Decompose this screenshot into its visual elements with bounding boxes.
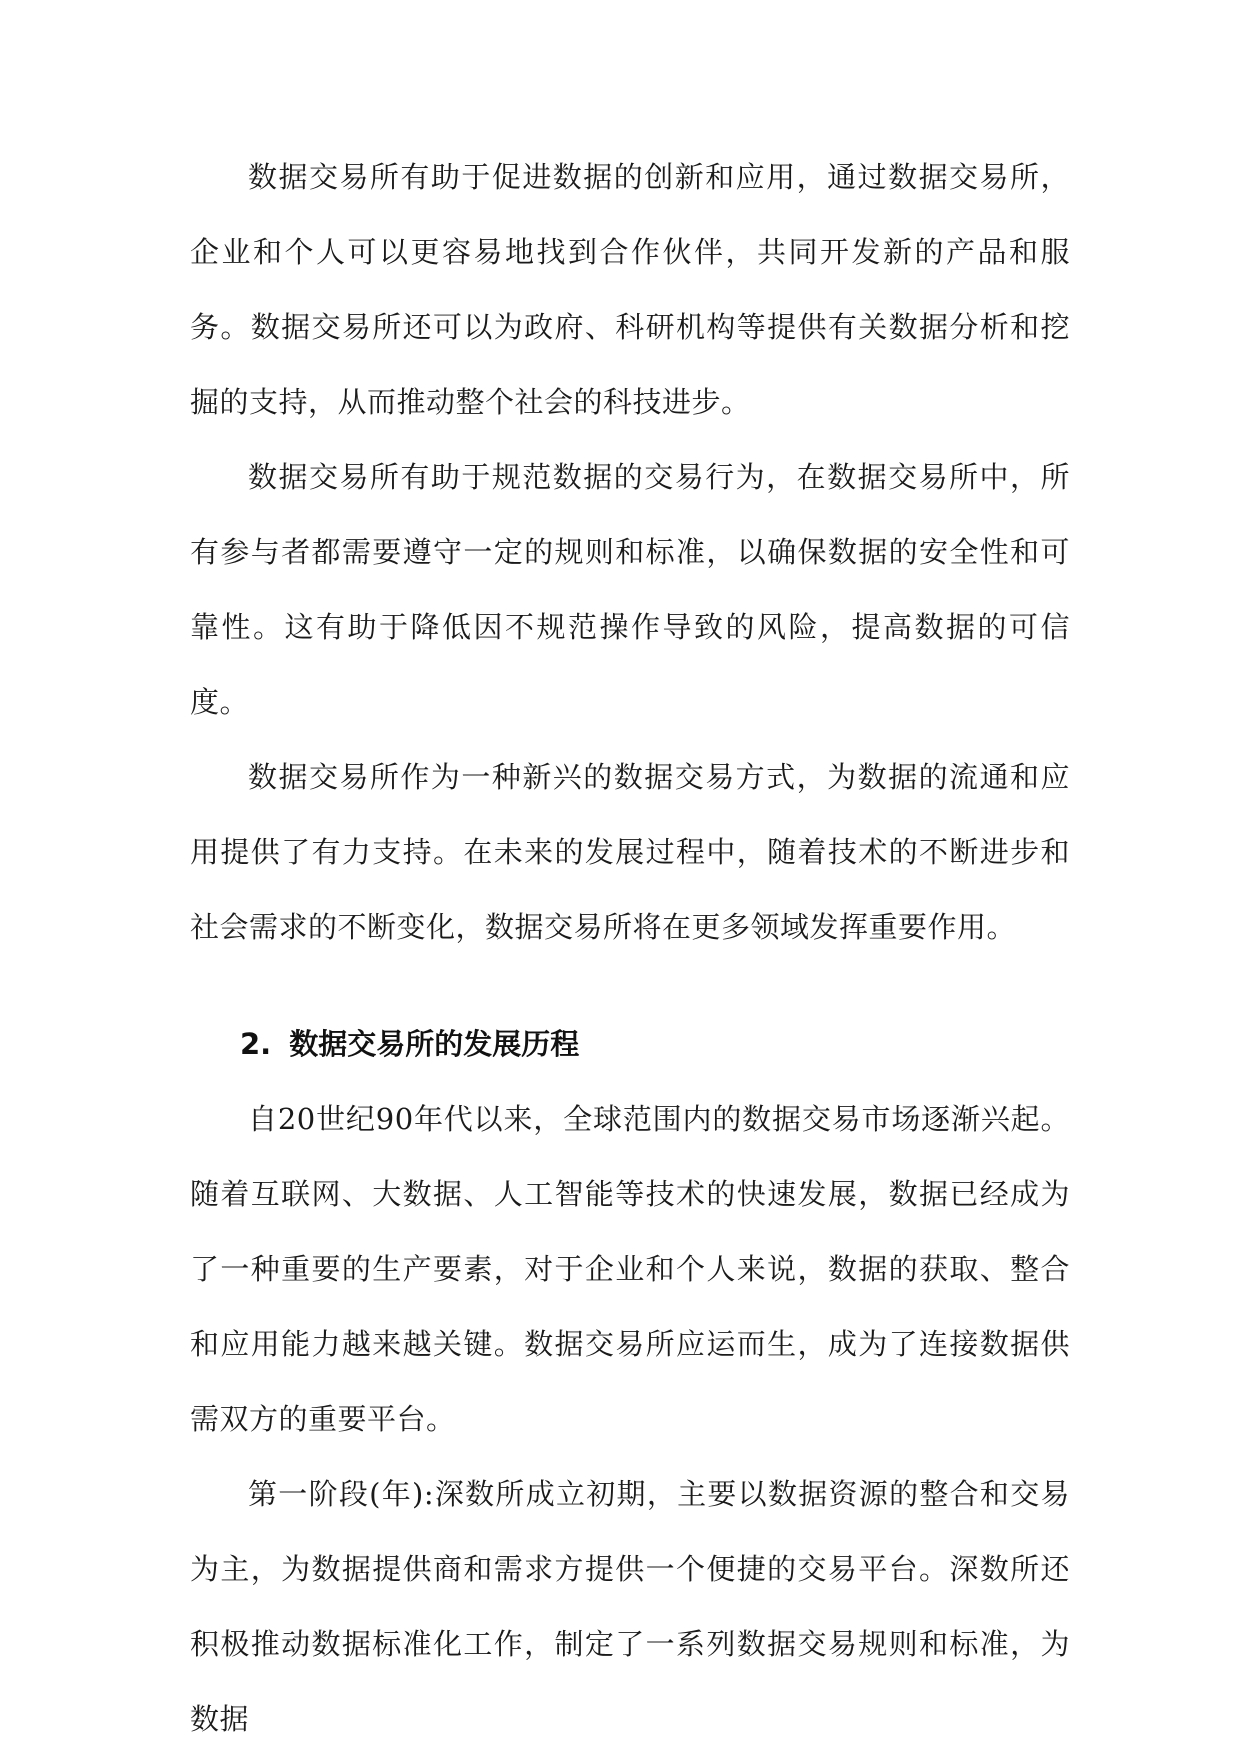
paragraph-phase-one: 第一阶段(年):深数所成立初期，主要以数据资源的整合和交易为主，为数据提供商和需求方提供一个便捷的交易平台。深数所还积极推动数据标准化工作，制定了一系列数据交易规则和标准，为数据 bbox=[190, 1477, 1070, 1736]
section-number: 2. bbox=[240, 1027, 272, 1061]
paragraph-history: 自20世纪90年代以来，全球范围内的数据交易市场逐渐兴起。随着互联网、大数据、人工智能等技术的快速发展，数据已经成为了一种重要的生产要素，对于企业和个人来说，数据的获取、整合和应用能力越来越关键。数据交易所应运而生，成为了连接数据供需双方的重要平台。 bbox=[190, 1102, 1070, 1436]
paragraph-future: 数据交易所作为一种新兴的数据交易方式，为数据的流通和应用提供了有力支持。在未来的发展过程中，随着技术的不断进步和社会需求的不断变化，数据交易所将在更多领域发挥重要作用。 bbox=[190, 760, 1070, 944]
paragraph-regulation: 数据交易所有助于规范数据的交易行为，在数据交易所中，所有参与者都需要遵守一定的规则和标准，以确保数据的安全性和可靠性。这有助于降低因不规范操作导致的风险，提高数据的可信度。 bbox=[190, 460, 1070, 719]
section-heading bbox=[190, 1007, 1070, 1082]
paragraph-innovation: 数据交易所有助于促进数据的创新和应用，通过数据交易所，企业和个人可以更容易地找到合作伙伴，共同开发新的产品和服务。数据交易所还可以为政府、科研机构等提供有关数据分析和挖掘的支持，从而推动整个社会的科技进步。 bbox=[190, 160, 1070, 419]
document-body bbox=[190, 140, 1070, 1757]
section-title: 数据交易所的发展历程 bbox=[289, 1027, 580, 1061]
